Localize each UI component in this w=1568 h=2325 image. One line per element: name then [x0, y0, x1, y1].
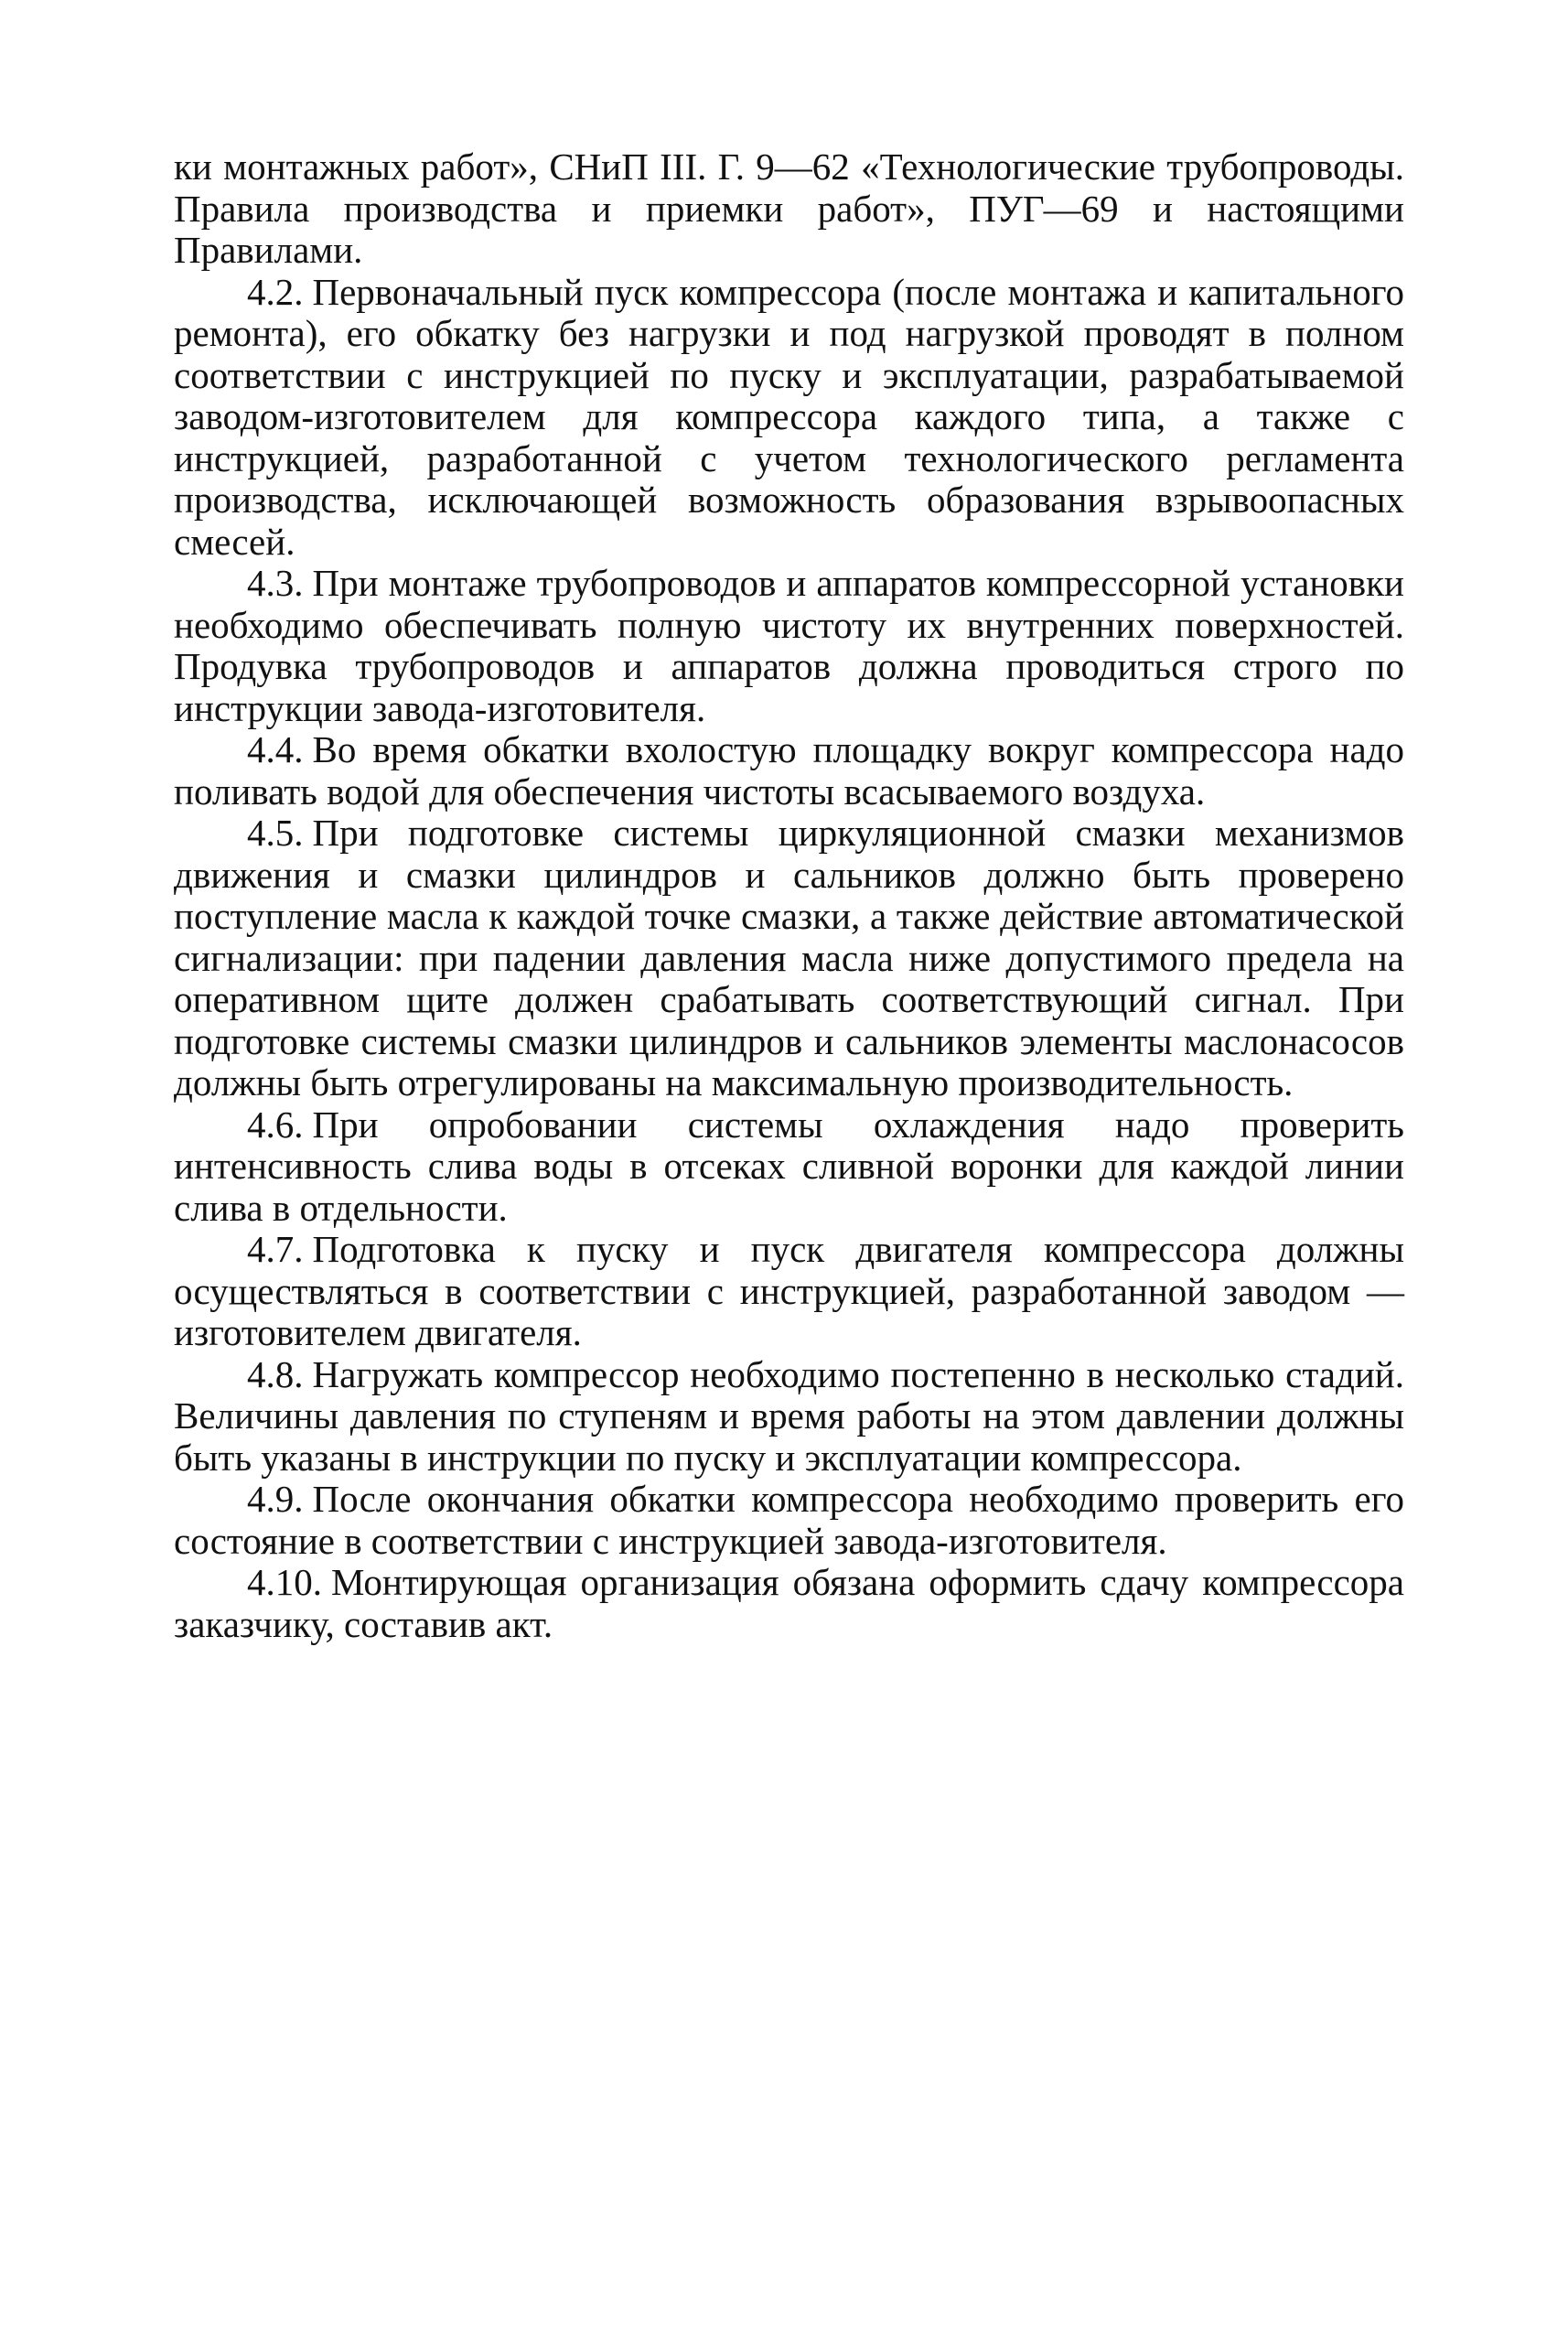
paragraph-4-10 [174, 1562, 1404, 1645]
paragraph-4-3 [174, 563, 1404, 729]
paragraph-4-6 [174, 1104, 1404, 1230]
paragraph-4-5 [174, 813, 1404, 1104]
paragraph-4-9 [174, 1479, 1404, 1562]
paragraph-number: 4.2. [247, 270, 304, 313]
paragraph-text: Монтирующая организация обязана оформить сдачу компрессора заказчику, составив акт. [174, 1561, 1404, 1645]
document-page [174, 146, 1404, 1645]
paragraph-4-8 [174, 1354, 1404, 1480]
paragraph-text: При монтаже трубопроводов и аппаратов компрессорной установки необходимо обеспечивать полную чистоту их внутренних поверхностей. Продувка трубопроводов и аппаратов должна проводиться строго по инструкции завода-изготовителя. [174, 562, 1404, 729]
paragraph-text: Во время обкатки вхолостую площадку вокруг компрессора надо поливать водой для обеспечения чистоты всасываемого воздуха. [174, 728, 1404, 813]
paragraph-text: Первоначальный пуск компрессора (после монтажа и капитального ремонта), его обкатку без нагрузки и под нагрузкой проводят в полном соответствии с инструкцией по пуску и эксплуатации, разрабатываемой заводом-изготовителем для компрессора каждого типа, а также с инструкцией, разработанной с учетом технологического регламента производства, исключающей возможность образования взрывоопасных смесей. [174, 270, 1404, 563]
paragraph-number: 4.5. [247, 812, 304, 854]
paragraph-number: 4.6. [247, 1103, 304, 1146]
paragraph-text: После окончания обкатки компрессора необходимо проверить его состояние в соответствии с инструкцией завода-изготовителя. [174, 1478, 1404, 1562]
paragraph-number: 4.4. [247, 728, 304, 770]
paragraph-text: Подготовка к пуску и пуск двигателя компрессора должны осуществляться в соответствии с инструкцией, разработанной заводом — изготовителем двигателя. [174, 1228, 1404, 1353]
paragraph-number: 4.10. [247, 1561, 322, 1603]
paragraph-continuation [174, 146, 1404, 272]
paragraph-4-7 [174, 1229, 1404, 1354]
paragraph-number: 4.9. [247, 1478, 304, 1520]
paragraph-text: Нагружать компрессор необходимо постепенно в несколько стадий. Величины давления по ступеням и время работы на этом давлении должны быть указаны в инструкции по пуску и эксплуатации компрессора. [174, 1352, 1404, 1479]
paragraph-4-4 [174, 729, 1404, 813]
paragraph-text: При опробовании системы охлаждения надо проверить интенсивность слива воды в отсеках сливной воронки для каждой линии слива в отдельности. [174, 1103, 1404, 1229]
paragraph-text: ки монтажных работ», СНиП III. Г. 9—62 «Технологические трубопроводы. Правила производства и приемки работ», ПУГ—69 и настоящими Правилами. [174, 145, 1404, 271]
paragraph-4-2 [174, 272, 1404, 564]
paragraph-number: 4.7. [247, 1228, 304, 1270]
paragraph-number: 4.8. [247, 1352, 304, 1395]
paragraph-text: При подготовке системы циркуляционной смазки механизмов движения и смазки цилиндров и сальников должно быть проверено поступление масла к каждой точке смазки, а также действие автоматической сигнализации: при падении давления масла ниже допустимого предела на оперативном щите должен срабатывать соответствующий сигнал. При подготовке системы смазки цилиндров и сальников элементы маслонасосов должны быть отрегулированы на максимальную производительность. [174, 812, 1404, 1103]
paragraph-number: 4.3. [247, 562, 304, 604]
